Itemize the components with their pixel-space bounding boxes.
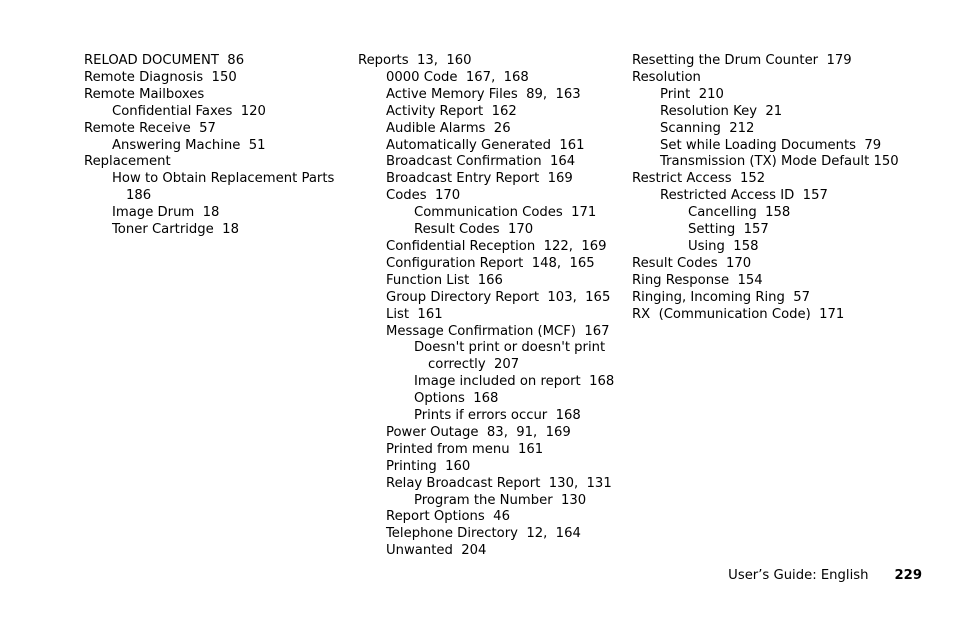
index-entry-level-3 [358,222,622,239]
index-entry-text: Broadcast Confirmation 164 [386,154,576,170]
index-entry-level-2 [632,154,932,171]
index-entry-level-2 [358,239,622,256]
index-entry-text: Automatically Generated 161 [386,137,585,153]
index-entry-level-1 [632,256,932,273]
index-entry-text: Unwanted 204 [386,543,487,559]
index-entry-text: Doesn't print or doesn't print correctly 207 [414,340,610,373]
index-entry-level-1 [358,53,622,70]
index-entry-text: Cancelling 158 [688,205,791,221]
index-entry-level-1 [84,154,344,171]
index-entry-level-2 [358,104,622,121]
index-entry-text: Function List 166 [386,272,503,288]
index-entry-level-2 [358,273,622,290]
index-entry-level-2 [358,70,622,87]
page-number: 229 [894,568,922,583]
index-entry-text: Set while Loading Documents 79 [660,137,882,153]
index-entry-text: Telephone Directory 12, 164 [386,526,581,542]
index-entry-text: Activity Report 162 [386,103,517,119]
index-entry-text: Resetting the Drum Counter 179 [632,53,852,68]
index-entry-text: Printing 160 [386,458,471,474]
index-entry-level-2 [358,121,622,138]
index-entry-text: Active Memory Files 89, 163 [386,86,581,102]
index-entry-text: Scanning 212 [660,120,755,136]
index-entry-level-2 [84,222,344,239]
index-entry-level-3 [632,239,932,256]
index-entry-level-1 [84,87,344,104]
index-entry-level-2 [358,171,622,188]
index-entry-text: Relay Broadcast Report 130, 131 [386,475,612,491]
index-entry-text: Toner Cartridge 18 [112,222,239,238]
index-entry-text: Broadcast Entry Report 169 [386,171,573,187]
index-entry-text: Confidential Faxes 120 [112,103,266,119]
index-entry-text: Print 210 [660,86,724,102]
index-entry-level-3 [358,391,622,408]
index-entry-level-2 [358,526,622,543]
index-entry-level-2 [358,188,622,205]
index-entry-level-2 [358,459,622,476]
index-column-1 [84,53,344,239]
index-entry-level-2 [84,104,344,121]
index-entry-text: Codes 170 [386,188,461,204]
index-entry-text: Using 158 [688,238,759,254]
index-entry-text: Power Outage 83, 91, 169 [386,424,571,440]
index-entry-text: Audible Alarms 26 [386,120,511,136]
index-entry-text: Communication Codes 171 [414,205,597,221]
index-entry-level-2 [358,442,622,459]
index-entry-text: RX (Communication Code) 171 [632,306,845,322]
index-entry-level-3 [358,374,622,391]
index-entry-level-2 [632,188,932,205]
index-entry-text: Confidential Reception 122, 169 [386,238,607,254]
guide-label: User’s Guide: English [728,568,869,583]
index-entry-text: Message Confirmation (MCF) 167 [386,323,610,339]
index-entry-level-2 [358,307,622,324]
index-entry-level-3 [632,222,932,239]
index-entry-text: Image Drum 18 [112,205,220,221]
index-entry-level-2 [358,87,622,104]
page-footer [600,567,922,585]
index-entry-level-2 [358,543,622,560]
index-entry-level-1 [632,53,932,70]
index-entry-text: Setting 157 [688,222,769,238]
index-entry-text: Result Codes 170 [632,255,752,271]
index-entry-text: Remote Mailboxes [84,86,205,102]
index-entry-text: Ringing, Incoming Ring 57 [632,289,811,305]
index-entry-level-1 [84,53,344,70]
index-entry-level-2 [84,138,344,155]
index-entry-level-3 [358,493,622,510]
index-entry-text: Prints if errors occur 168 [414,408,581,424]
index-entry-text: Reports 13, 160 [358,53,472,68]
index-entry-level-1 [632,290,932,307]
index-entry-level-2 [358,256,622,273]
index-entry-level-2 [632,104,932,121]
index-entry-level-2 [358,154,622,171]
index-entry-text: Restricted Access ID 157 [660,188,828,204]
index-entry-level-2 [84,171,344,205]
index-entry-text: Answering Machine 51 [112,137,266,153]
index-entry-text: List 161 [386,306,443,322]
index-entry-text: Restrict Access 152 [632,171,766,187]
index-entry-level-1 [84,70,344,87]
index-entry-level-1 [84,121,344,138]
index-entry-level-2 [358,425,622,442]
index-entry-text: Ring Response 154 [632,272,763,288]
index-entry-level-2 [358,324,622,341]
index-entry-text: Group Directory Report 103, 165 [386,289,611,305]
index-entry-level-2 [358,290,622,307]
index-entry-text: Remote Diagnosis 150 [84,69,237,85]
index-entry-level-2 [84,205,344,222]
index-entry-text: Resolution Key 21 [660,103,783,119]
index-entry-level-3 [632,205,932,222]
index-entry-level-2 [358,476,622,493]
index-column-2 [358,53,622,560]
index-entry-level-1 [632,307,932,324]
index-entry-level-2 [632,138,932,155]
index-entry-text: 0000 Code 167, 168 [386,69,529,85]
index-entry-text: Printed from menu 161 [386,441,544,457]
index-entry-level-3 [358,340,622,374]
index-entry-text: Configuration Report 148, 165 [386,255,595,271]
index-entry-text: Image included on report 168 [414,374,615,390]
index-entry-text: Result Codes 170 [414,222,534,238]
index-entry-level-3 [358,408,622,425]
index-entry-text: Report Options 46 [386,509,510,525]
index-entry-text: Transmission (TX) Mode Default 150 [660,154,899,170]
index-entry-text: Remote Receive 57 [84,120,216,136]
index-entry-text: Options 168 [414,391,499,407]
index-entry-level-2 [632,87,932,104]
index-entry-level-2 [358,509,622,526]
index-entry-level-3 [358,205,622,222]
index-entry-level-1 [632,273,932,290]
index-entry-level-1 [632,171,932,188]
index-entry-level-1 [632,70,932,87]
index-entry-text: RELOAD DOCUMENT 86 [84,53,245,68]
index-column-3 [632,53,932,324]
index-entry-text: Program the Number 130 [414,492,587,508]
index-entry-level-2 [632,121,932,138]
index-entry-level-2 [358,138,622,155]
index-entry-text: How to Obtain Replacement Parts 186 [112,171,339,204]
index-entry-text: Replacement [84,154,171,170]
index-entry-text: Resolution [632,69,701,85]
